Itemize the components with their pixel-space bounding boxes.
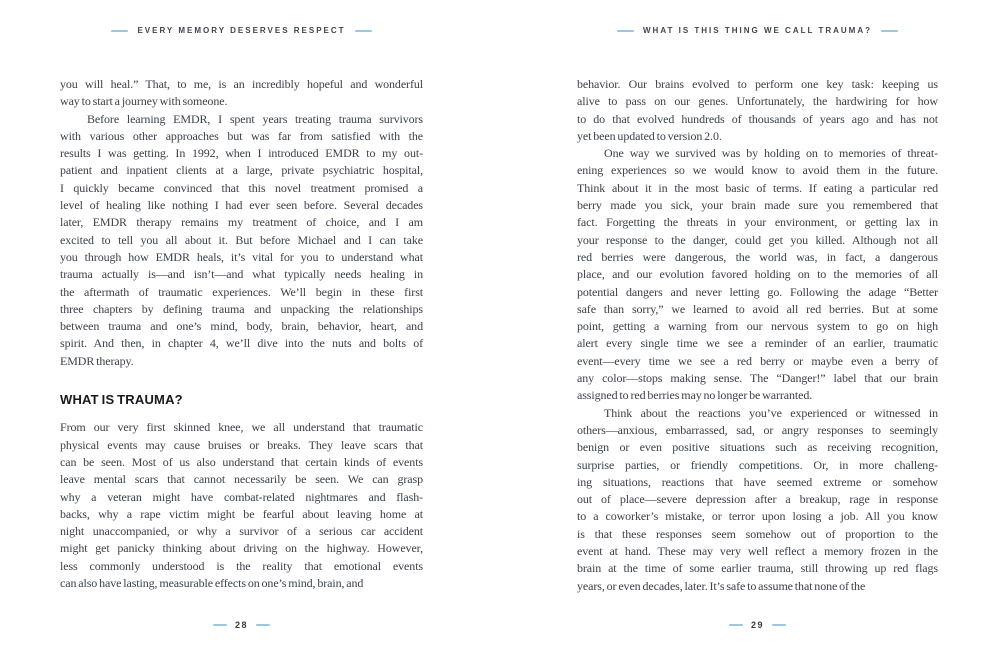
page-left [60, 0, 423, 667]
text-line: is that these responses seem somehow out of proportion to the [577, 526, 938, 541]
text-line: why a veteran might have combat-related nightmares and flash- [60, 489, 423, 504]
text-line: excited to tell you all about it. But before Michael and I can take [60, 232, 423, 247]
text-line: you through how EMDR heals, it’s vital for you to understand what [60, 249, 423, 264]
ornament-dash-icon [213, 624, 227, 626]
text-line: way to start a journey with someone. [60, 94, 228, 109]
text-line: your response to the danger, could get you killed. Although not all [577, 232, 938, 247]
ornament-dash-icon [355, 30, 372, 32]
text-line: event at hand. These may very well reflect a memory frozen in the [577, 544, 938, 559]
text-line: might get panicky thinking about driving on the highway. However, [60, 541, 423, 556]
text-line: Think about the reactions you’ve experienced or witnessed in [604, 405, 938, 420]
text-line: surprise parties, or friendly competitions. Or, in more challeng- [577, 457, 938, 472]
text-line: level of healing like nothing I had ever seen before. Several decades [60, 198, 423, 213]
text-line: out of place—severe depression after a breakup, rage in response [577, 492, 938, 507]
running-head-text: EVERY MEMORY DESERVES RESPECT [137, 26, 346, 35]
text-line: spirit. And then, in chapter 4, we’ll dive into the nuts and bolts of [60, 336, 423, 351]
text-line: results I was getting. In 1992, when I introduced EMDR to my out- [60, 146, 423, 161]
paragraph [60, 76, 423, 111]
text-line: less commonly understood is the reality that emotional events [60, 558, 423, 573]
text-line: ening experiences so we would know to avoid them in the future. [577, 163, 938, 178]
text-line: leave mental scars that cannot necessarily be seen. We can grasp [60, 472, 423, 487]
paragraph [577, 76, 938, 145]
text-line: behavior. Our brains evolved to perform one key task: keeping us [577, 77, 938, 91]
ornament-dash-icon [111, 30, 128, 32]
ornament-dash-icon [772, 624, 786, 626]
text-line: to do that evolved hundreds of thousands of years ago and has not [577, 111, 938, 126]
text-line: place, and our evolution favored holding on to the memories of all [577, 267, 938, 282]
text-line: alert every single time we see a reminder of an earlier, traumatic [577, 336, 938, 351]
text-line: physical events may cause bruises or breaks. They leave scars that [60, 437, 423, 452]
text-line: any color—stops making sense. The “Danger!” label that our brain [577, 371, 938, 386]
running-head-text: WHAT IS THIS THING WE CALL TRAUMA? [642, 26, 873, 35]
text-line: One way we survived was by holding on to memories of threat- [604, 146, 938, 161]
text-line: others—anxious, embarrassed, sad, or angry responses to seemingly [577, 422, 938, 437]
text-line: between trauma and one’s mind, body, brain, behavior, heart, and [60, 319, 423, 334]
text-line: night unaccompanied, or why a survivor of a serious car accident [60, 524, 423, 539]
text-line: patient and inpatient clients at a large, private psychiatric hospital, [60, 163, 423, 178]
text-line: ing situations, reactions that have seemed extreme or somehow [577, 474, 938, 489]
text-line: can be seen. Most of us also understand that certain kinds of events [60, 454, 423, 469]
text-line: years, or even decades, later. It’s safe to assume that none of the [577, 578, 866, 593]
page-footer-right [577, 620, 938, 630]
text-line: later, EMDR therapy remains my treatment of choice, and I am [60, 215, 423, 230]
text-line: yet been updated to version 2.0. [577, 128, 722, 143]
text-line: backs, why a rape victim might be fearful about leaving home at [60, 506, 423, 521]
text-line: From our very first skinned knee, we all understand that traumatic [60, 420, 423, 435]
text-line: assigned to red berries may no longer be warranted. [577, 388, 813, 403]
ornament-dash-icon [617, 30, 634, 32]
ornament-dash-icon [729, 624, 743, 626]
text-line: event—every time we see a red berry or maybe even a berry of [577, 353, 938, 368]
text-line: you will heal.” That, to me, is an incredibly hopeful and wonderful [60, 77, 423, 91]
page-footer-left [60, 620, 423, 630]
text-line: red berries were dangerous, the world was, in fact, a dangerous [577, 249, 938, 264]
text-line: benign or even positive situations such as receiving recognition, [577, 440, 938, 455]
text-line: Think about it in the most basic of terms. If eating a particular red [577, 180, 938, 195]
text-line: EMDR therapy. [60, 353, 134, 368]
ornament-dash-icon [256, 624, 270, 626]
text-line: with various other approaches but was far from satisfied with the [60, 128, 423, 143]
paragraph [60, 111, 423, 370]
text-line: berry made you sick, your brain made sure you remembered that [577, 198, 938, 213]
text-line: fact. Forgetting the threats in your environment, or getting lax in [577, 215, 938, 230]
text-line: point, getting a warning from our nervous system to go on high [577, 319, 938, 334]
page-number: 29 [750, 620, 764, 630]
paragraph [577, 405, 938, 595]
text-line: can also have lasting, measurable effects on one’s mind, brain, and [60, 576, 364, 591]
text-line: three chapters by defining trauma and unpacking the relationships [60, 301, 423, 316]
page-body [577, 76, 938, 595]
text-line: alive to pass on our genes. Unfortunately, the hardwiring for how [577, 94, 938, 109]
page-number: 28 [234, 620, 248, 630]
text-line: potential dangers and never letting go. Following the adage “Better [577, 284, 938, 299]
page-body [60, 76, 423, 592]
text-line: brain at the time of some earlier trauma, still throwing up red flags [577, 561, 938, 576]
text-line: trauma actually is—and isn’t—and what typically needs healing in [60, 267, 423, 282]
ornament-dash-icon [881, 30, 898, 32]
text-line: the aftermath of traumatic experiences. We’ll begin in these first [60, 284, 423, 299]
running-head-left [60, 26, 423, 35]
text-line: Before learning EMDR, I spent years treating trauma survivors [87, 111, 423, 126]
paragraph [577, 145, 938, 404]
running-head-right [577, 26, 938, 35]
page-right [577, 0, 938, 667]
text-line: safe than sorry,” we learned to avoid all red berries. But at some [577, 301, 938, 316]
text-line: I quickly became convinced that this novel treatment promised a [60, 180, 423, 195]
section-heading: WHAT IS TRAUMA? [60, 392, 183, 408]
paragraph [60, 419, 423, 592]
text-line: to a coworker’s mistake, or terror upon losing a job. All you know [577, 509, 938, 524]
